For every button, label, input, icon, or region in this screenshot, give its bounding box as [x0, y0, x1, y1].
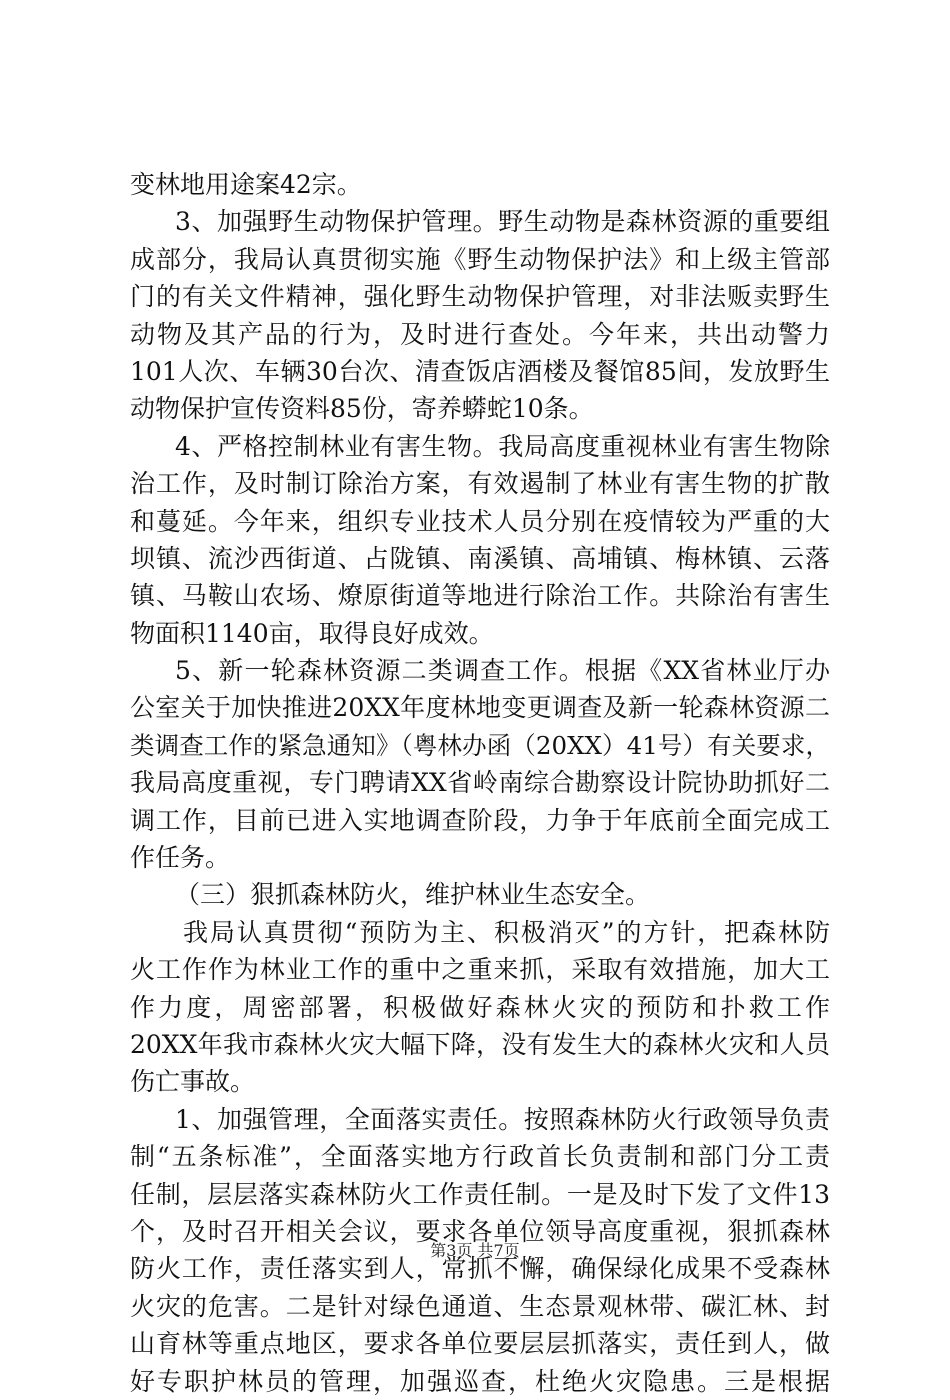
- text-line: 4、严格控制林业有害生物。我局高度重视林业有害生物除: [175, 431, 830, 461]
- text-line: 作力度，周密部署，积极做好森林火灾的预防和扑救工作: [130, 992, 830, 1022]
- text-line: 3、加强野生动物保护管理。野生动物是森林资源的重要组: [175, 207, 830, 237]
- text-line: 个，及时召开相关会议，要求各单位领导高度重视，狠抓森林: [130, 1216, 830, 1246]
- text-line: 和蔓延。今年来，组织专业技术人员分别在疫情较为严重的大: [130, 506, 830, 536]
- text-line: （三）狠抓森林防火，维护林业生态安全。: [175, 880, 651, 910]
- text-line: 任制，层层落实森林防火工作责任制。一是及时下发了文件13: [130, 1179, 830, 1209]
- text-line: 调工作，目前已进入实地调查阶段，力争于年底前全面完成工: [130, 805, 830, 835]
- text-line: 火工作作为林业工作的重中之重来抓，采取有效措施，加大工: [130, 955, 830, 985]
- text-line: 1、加强管理，全面落实责任。按照森林防火行政领导负责: [175, 1104, 830, 1134]
- text-line: 动物及其产品的行为，及时进行查处。今年来，共出动警力: [130, 319, 830, 349]
- document-body: [130, 166, 830, 1400]
- text-line: 作任务。: [130, 843, 231, 873]
- text-line: 火灾的危害。二是针对绿色通道、生态景观林带、碳汇林、封: [130, 1291, 830, 1321]
- text-line: 变林地用途案42宗。: [130, 170, 362, 199]
- text-line: 坝镇、流沙西街道、占陇镇、南溪镇、高埔镇、梅林镇、云落: [130, 543, 830, 573]
- text-line: 物面积1140亩，取得良好成效。: [130, 618, 494, 648]
- text-line: 动物保护宣传资料85份，寄养蟒蛇10条。: [130, 394, 594, 424]
- text-line: 镇、马鞍山农场、燎原街道等地进行除治工作。共除治有害生: [130, 581, 830, 611]
- text-line: 伤亡事故。: [130, 1067, 256, 1097]
- text-line: 我局高度重视，专门聘请XX省岭南综合勘察设计院协助抓好二: [130, 768, 830, 798]
- text-line: 101人次、车辆30台次、清查饭店酒楼及餐馆85间，发放野生: [130, 356, 830, 386]
- text-line: 20XX年我市森林火灾大幅下降，没有发生大的森林火灾和人员: [130, 1029, 830, 1059]
- page-footer: 第3页 共7页: [430, 1241, 520, 1260]
- text-line: 制“五条标准”，全面落实地方行政首长负责制和部门分工责: [130, 1142, 830, 1172]
- text-line: 山育林等重点地区，要求各单位要层层抓落实，责任到人，做: [130, 1329, 830, 1359]
- text-line: 成部分，我局认真贯彻实施《野生动物保护法》和上级主管部: [130, 244, 830, 274]
- text-line: 防火工作，责任落实到人，常抓不懈，确保绿化成果不受森林: [130, 1254, 830, 1284]
- text-line: 治工作，及时制订除治方案，有效遏制了林业有害生物的扩散: [130, 469, 830, 499]
- text-line: 公室关于加快推进20XX年度林地变更调查及新一轮森林资源二: [130, 693, 830, 723]
- text-line: 5、新一轮森林资源二类调查工作。根据《XX省林业厅办: [175, 656, 830, 686]
- text-line: 门的有关文件精神，强化野生动物保护管理，对非法贩卖野生: [130, 282, 830, 312]
- text-line: 我局认真贯彻“预防为主、积极消灭”的方针，把森林防: [183, 917, 830, 947]
- text-line: 类调查工作的紧急通知》（粤林办函（20XX）41号）有关要求，: [130, 730, 830, 760]
- text-line: 好专职护林员的管理，加强巡查，杜绝火灾隐患。三是根据: [130, 1366, 830, 1396]
